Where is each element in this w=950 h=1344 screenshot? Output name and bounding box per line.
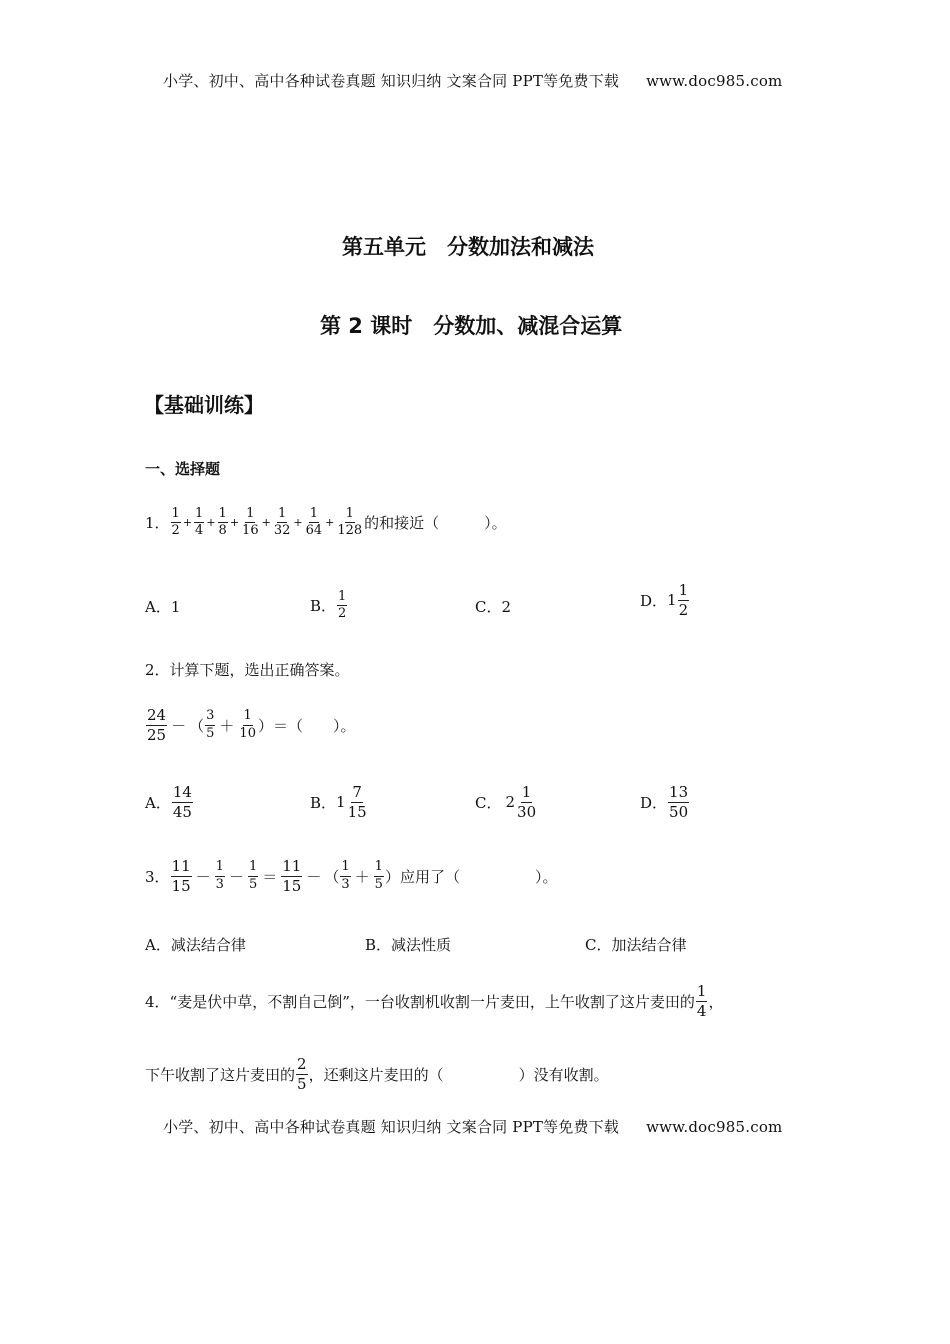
- question-2-stem: 2．计算下题，选出正确答案。: [145, 661, 350, 679]
- header-url[interactable]: www.doc985.com: [646, 72, 783, 90]
- q1-frac-3: $\frac{1}{8}$: [218, 506, 227, 539]
- q1-frac-5: $\frac{1}{32}$: [273, 506, 291, 539]
- header-text: 小学、初中、高中各种试卷真题 知识归纳 文案合同 PPT等免费下载: [163, 72, 620, 90]
- q1-option-b[interactable]: B． $\frac{1}{2}$: [310, 589, 347, 622]
- q1-option-c[interactable]: C．2: [475, 598, 512, 616]
- q1-frac-7: $\frac{1}{128}$: [337, 506, 363, 539]
- q2-option-b[interactable]: B． 1 $\frac{7}{15}$: [310, 783, 367, 821]
- q3-option-b[interactable]: B．减法性质: [365, 936, 452, 954]
- q1-frac-6: $\frac{1}{64}$: [305, 506, 323, 539]
- question-4-line-1: 4．“麦是伏中草，不割自己倒”，一台收割机收割一片麦田，上午收割了这片麦田的 $\frac{1}{4}$ ，: [145, 982, 724, 1020]
- footer-url[interactable]: www.doc985.com: [646, 1118, 783, 1136]
- q1-option-d[interactable]: D． 1 $\frac{1}{2}$: [640, 581, 689, 619]
- part-heading: 一、选择题: [145, 460, 221, 478]
- question-2-expression: $\frac{24}{25}$ － （ $\frac{3}{5}$ ＋ $\frac{1}{10}$ ）＝（ ）。: [147, 706, 356, 744]
- q2-option-c[interactable]: C． 2 $\frac{1}{30}$: [475, 783, 537, 821]
- question-1: 1． $\frac{1}{2}$ + $\frac{1}{4}$ + $\frac{1}{8}$ + $\frac{1}{16}$ + $\frac{1}{32}$ + $\frac{1}{64}$ + $\frac{1}{128}$ 的和接近（ ）。: [145, 506, 507, 539]
- footer-text: 小学、初中、高中各种试卷真题 知识归纳 文案合同 PPT等免费下载: [163, 1118, 620, 1136]
- lesson-title: 第 2 课时 分数加、减混合运算: [320, 314, 623, 338]
- page-header: [163, 70, 782, 91]
- q1-tail: 的和接近（ ）。: [364, 514, 507, 533]
- q2-option-a[interactable]: A． $\frac{14}{45}$: [145, 783, 192, 821]
- q1-frac-1: $\frac{1}{2}$: [171, 506, 180, 539]
- unit-title: 第五单元 分数加法和减法: [342, 235, 594, 259]
- page-footer: [163, 1116, 782, 1137]
- q1-frac-4: $\frac{1}{16}$: [242, 506, 259, 539]
- q1-number: 1．: [145, 514, 170, 533]
- question-4-line-2: 下午收割了这片麦田的 $\frac{2}{5}$ ，还剩这片麦田的（ ）没有收割。: [145, 1055, 609, 1093]
- question-3: 3． $\frac{11}{15}$ － $\frac{1}{3}$ － $\frac{1}{5}$ ＝ $\frac{11}{15}$ － （ $\frac{1}{3}$ ＋ $\frac{1}{5}$ ）应用了（ ）。: [145, 857, 558, 895]
- q2-option-d[interactable]: D． $\frac{13}{50}$: [640, 783, 689, 821]
- q3-option-c[interactable]: C．加法结合律: [585, 936, 687, 954]
- q3-option-a[interactable]: A．减法结合律: [145, 936, 246, 954]
- section-heading: 【基础训练】: [144, 393, 264, 417]
- q1-frac-2: $\frac{1}{4}$: [195, 506, 204, 539]
- q1-option-a[interactable]: A．1: [145, 598, 181, 616]
